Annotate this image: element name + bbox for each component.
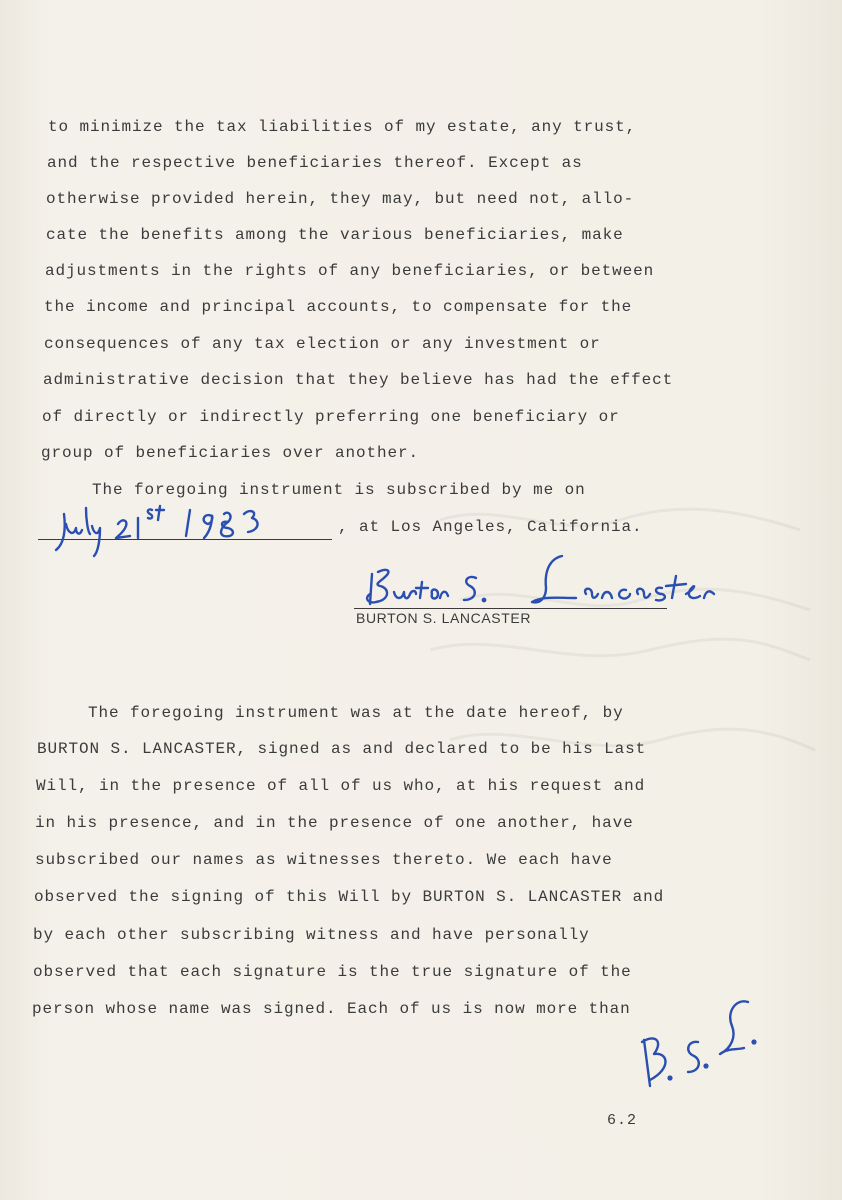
subscription-line: The foregoing instrument is subscribed by me on — [92, 481, 586, 499]
attestation-line: Will, in the presence of all of us who, at his request and — [36, 777, 646, 795]
body-line: consequences of any tax election or any investment or — [44, 335, 601, 353]
testator-signature-line — [354, 608, 667, 609]
body-line: and the respective beneficiaries thereof. Except as — [47, 154, 583, 172]
signer-name: BURTON S. LANCASTER — [356, 610, 532, 626]
attestation-line: observed the signing of this Will by BURTON S. LANCASTER and — [34, 888, 665, 906]
attestation-line: observed that each signature is the true signature of the — [33, 963, 632, 981]
attestation-line: The foregoing instrument was at the date hereof, by — [88, 704, 624, 722]
attestation-line: subscribed our names as witnesses thereto. We each have — [35, 851, 613, 869]
body-line: of directly or indirectly preferring one beneficiary or — [42, 408, 620, 426]
bleed-through-marks — [420, 480, 820, 900]
body-line: to minimize the tax liabilities of my estate, any trust, — [48, 118, 637, 136]
body-line: group of beneficiaries over another. — [41, 444, 420, 462]
handwritten-date — [52, 500, 292, 560]
body-line: administrative decision that they believe has had the effect — [43, 371, 674, 389]
handwritten-initials — [628, 982, 768, 1092]
body-line: cate the benefits among the various beneficiaries, make — [46, 226, 624, 244]
location-text: , at Los Angeles, California. — [338, 518, 643, 536]
attestation-line: BURTON S. LANCASTER, signed as and declared to be his Last — [37, 740, 647, 758]
attestation-line: person whose name was signed. Each of us is now more than — [32, 1000, 631, 1018]
attestation-line: by each other subscribing witness and have personally — [33, 926, 590, 944]
body-line: otherwise provided herein, they may, but need not, allo- — [46, 190, 635, 208]
body-line: the income and principal accounts, to compensate for the — [44, 298, 633, 316]
page-number: 6.2 — [607, 1112, 638, 1129]
body-line: adjustments in the rights of any beneficiaries, or between — [45, 262, 655, 280]
attestation-line: in his presence, and in the presence of one another, have — [35, 814, 634, 832]
